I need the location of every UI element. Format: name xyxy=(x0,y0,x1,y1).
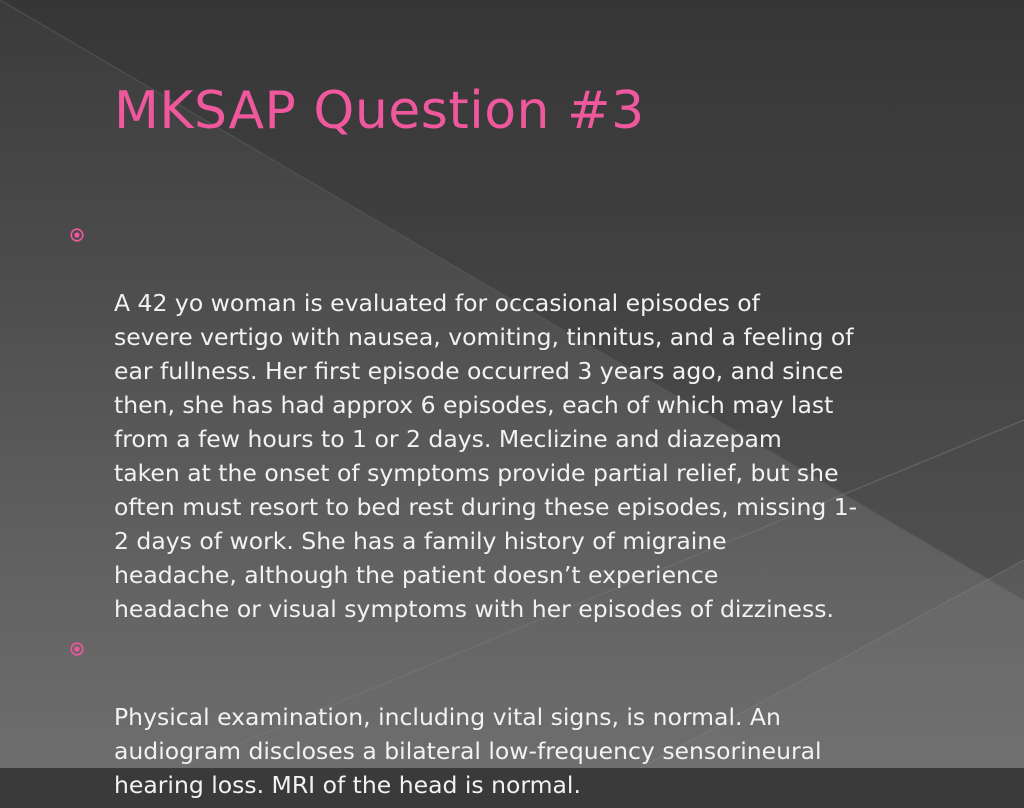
slide-body xyxy=(70,218,970,808)
bullet-text: Physical examination, including vital signs, is normal. An audiogram discloses a bilateral low-frequency sensorineural hearing loss. MRI of the head is normal. xyxy=(114,703,822,799)
bullet-text: A 42 yo woman is evaluated for occasional episodes of severe vertigo with nausea, vomiting, tinnitus, and a feeling of ear fullness. Her first episode occurred 3 years ago, and since then, she has had approx 6 episodes, each of which may last from a few hours to 1 or 2 days. Meclizine and diazepam taken at the onset of symptoms provide partial relief, but she often must resort to bed rest during these episodes, missing 1- 2 days of work. She has a family history of migraine headache, although the patient doesn’t experience headache or visual symptoms with her episodes of dizziness. xyxy=(114,289,858,623)
bullet-item xyxy=(70,632,970,802)
circled-dot-bullet-icon xyxy=(70,228,84,242)
circled-dot-bullet-icon xyxy=(70,642,84,656)
bullet-item xyxy=(70,218,970,626)
slide-title: MKSAP Question #3 xyxy=(114,81,645,141)
